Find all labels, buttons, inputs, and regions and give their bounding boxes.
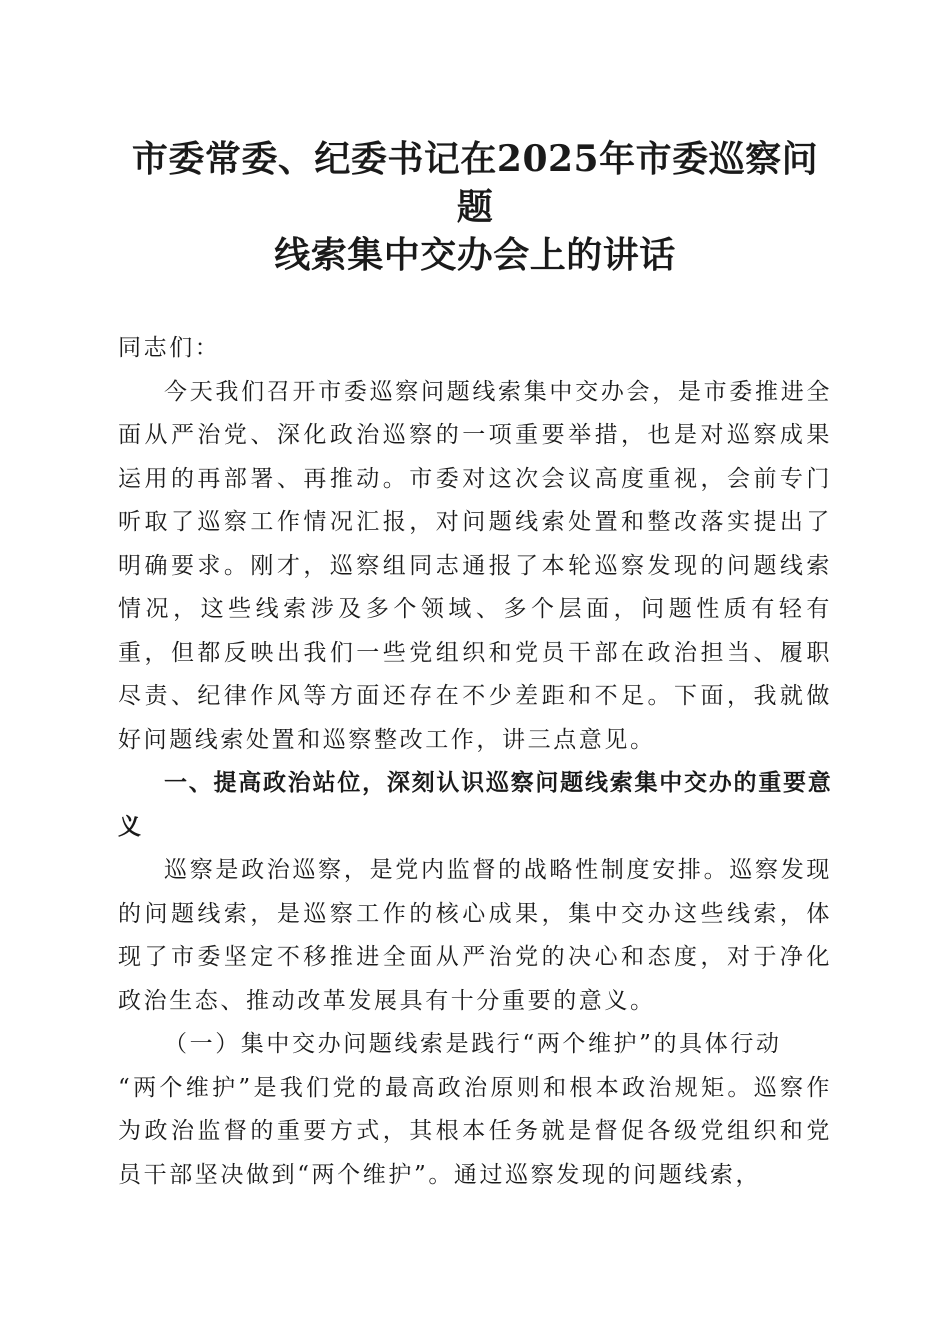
intro-paragraph: 今天我们召开市委巡察问题线索集中交办会，是市委推进全面从严治党、深化政治巡察的一项重要举措，也是对巡察成果运用的再部署、再推动。市委对这次会议高度重视，会前专门听取了巡察工作情况汇报，对问题线索处置和整改落实提出了明确要求。刚才，巡察组同志通报了本轮巡察发现的问题线索情况，这些线索涉及多个领域、多个层面，问题性质有轻有重，但都反映出我们一些党组织和党员干部在政治担当、履职尽责、纪律作风等方面还存在不少差距和不足。下面，我就做好问题线索处置和巡察整改工作，讲三点意见。 [118, 378, 832, 753]
document-body [118, 327, 832, 1197]
document-title [118, 135, 832, 279]
salutation: 同志们： [118, 335, 221, 361]
document-page [118, 135, 832, 1197]
subsection-1-heading: （一）集中交办问题线索是践行“两个维护”的具体行动 [164, 1031, 782, 1057]
subsection-1-paragraph: “两个维护”是我们党的最高政治原则和根本政治规矩。巡察作为政治监督的重要方式，其根本任务就是督促各级党组织和党员干部坚决做到“两个维护”。通过巡察发现的问题线索， [118, 1074, 832, 1188]
title-line-2: 线索集中交办会上的讲话 [274, 234, 676, 276]
title-line-1: 市委常委、纪委书记在2025年市委巡察问题 [131, 138, 819, 228]
section-1-paragraph: 巡察是政治巡察，是党内监督的战略性制度安排。巡察发现的问题线索，是巡察工作的核心成果，集中交办这些线索，体现了市委坚定不移推进全面从严治党的决心和态度，对于净化政治生态、推动改革发展具有十分重要的意义。 [118, 857, 832, 1014]
section-1-heading: 一、提高政治站位，深刻认识巡察问题线索集中交办的重要意义 [118, 770, 832, 840]
